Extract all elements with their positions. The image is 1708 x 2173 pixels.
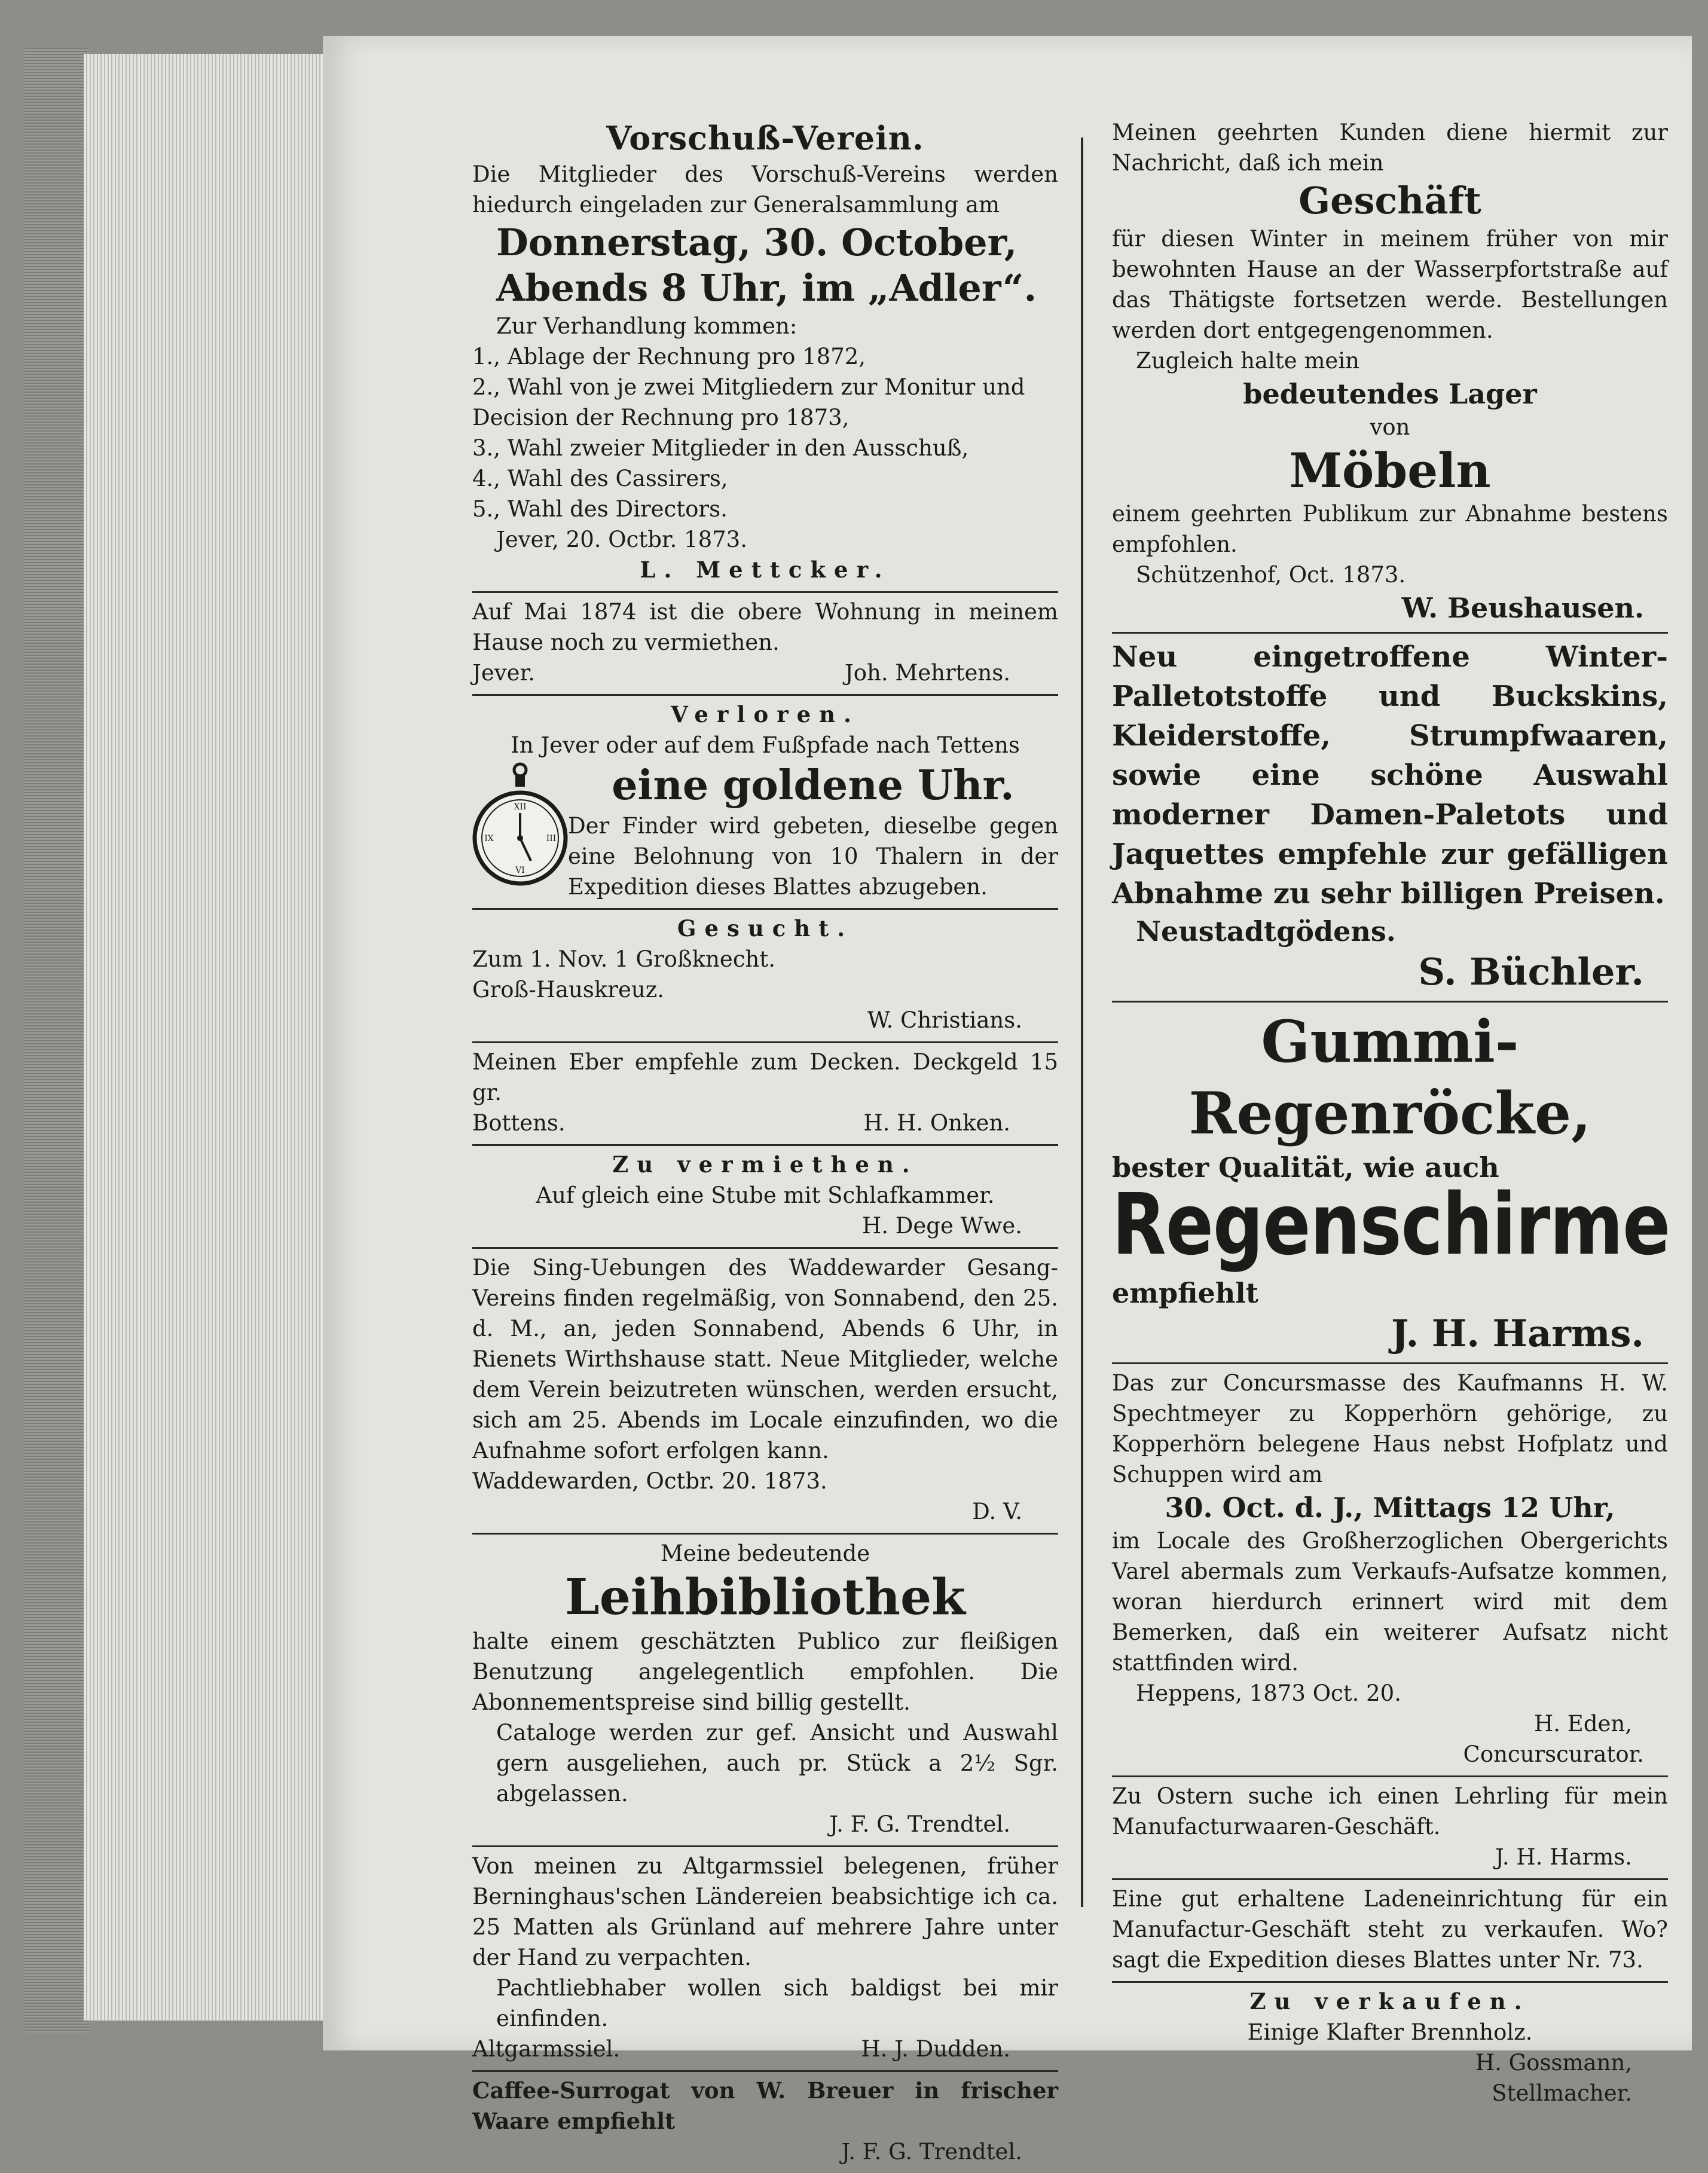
- signature: H. Gossmann,: [1475, 2050, 1632, 2076]
- ad-text: einem geehrten Publikum zur Abnahme bestens empfohlen.: [1112, 501, 1668, 557]
- signature: W. Christians.: [867, 1007, 1022, 1033]
- agenda-item: 4., Wahl des Cassirers,: [472, 466, 728, 491]
- headline: Möbeln: [1289, 442, 1491, 499]
- signature: J. H. Harms.: [1391, 1312, 1644, 1355]
- ad-title: Gesucht.: [677, 915, 854, 942]
- ad-brennholz: [1112, 1981, 1668, 2114]
- ad-buechler: [1112, 632, 1668, 1001]
- ad-text: Einige Klafter Brennholz.: [1247, 2019, 1533, 2045]
- ad-text: Meine bedeutende: [660, 1541, 870, 1566]
- ad-text: Eine gut erhaltene Ladeneinrichtung für ein Manufactur-Geschäft steht zu verkaufen. Wo? sagt die Expedition dieses Blattes unter Nr. 73.: [1112, 1886, 1668, 1973]
- svg-text:XII: XII: [514, 802, 527, 812]
- place-date: Jever, 20. Octbr. 1873.: [496, 527, 747, 552]
- place: Bottens.: [472, 1110, 566, 1136]
- ad-ladeneinrichtung: [1112, 1878, 1668, 1981]
- headline: eine goldene Uhr.: [612, 762, 1015, 809]
- agenda-item: 3., Wahl zweier Mitglieder in den Ausschuß,: [472, 435, 969, 461]
- signature: D. V.: [972, 1499, 1022, 1524]
- ad-text: Pachtliebhaber wollen sich baldigst bei mir einfinden.: [496, 1975, 1058, 2031]
- ad-text: halte einem geschätzten Publico zur fleißigen Benutzung angelegentlich empfohlen. Die Abonnementspreise sind billig gestellt.: [472, 1628, 1058, 1715]
- meeting-time: Abends 8 Uhr, im „Adler“.: [496, 266, 1037, 310]
- ad-geschaeft-moebeln: [1112, 114, 1668, 632]
- svg-text:III: III: [546, 834, 557, 843]
- place-date: Schützenhof, Oct. 1873.: [1136, 562, 1406, 588]
- agenda-heading: Zur Verhandlung kommen:: [496, 313, 798, 339]
- svg-text:VI: VI: [515, 866, 525, 875]
- left-column: [472, 114, 1058, 2173]
- ad-title: Zu verkaufen.: [1249, 1988, 1530, 2015]
- place: Altgarmssiel.: [472, 2036, 621, 2062]
- signature-row: [472, 1108, 1058, 1138]
- headline: Gummi-Regenröcke,: [1188, 1008, 1591, 1147]
- auction-date: 30. Oct. d. J., Mittags 12 Uhr,: [1165, 1492, 1615, 1524]
- watch-block: [472, 760, 1058, 902]
- ad-text: Das zur Concursmasse des Kaufmanns H. W. Spechtmeyer zu Kopperhörn gehörige, zu Kopperhörn belegene Haus nebst Hofplatz und Schuppen wird am: [1112, 1370, 1668, 1487]
- ad-text: Cataloge werden zur gef. Ansicht und Auswahl gern ausgeliehen, auch pr. Stück a 2½ Sgr. abgelassen.: [496, 1720, 1058, 1807]
- signature: H. Eden,: [1534, 1711, 1632, 1737]
- ad-text: Meinen Eber empfehle zum Decken. Deckgeld 15 gr.: [472, 1049, 1058, 1105]
- headline-wrap: [1112, 1175, 1670, 1275]
- signature: J. F. G. Trendtel.: [841, 2139, 1022, 2165]
- agenda-item: 5., Wahl des Directors.: [472, 496, 728, 522]
- ad-text: Groß-Hauskreuz.: [472, 977, 664, 1003]
- signature: L. Mettcker.: [640, 557, 891, 583]
- ad-text: Zugleich halte mein: [1136, 348, 1359, 374]
- ad-text: bester Qualität, wie auch: [1112, 1151, 1499, 1184]
- signature-row: [472, 2034, 1058, 2064]
- subheadline: bedeutendes Lager: [1243, 378, 1537, 410]
- ad-zu-vermiethen: [472, 1144, 1058, 1247]
- book-edge: [24, 48, 90, 2033]
- svg-text:IX: IX: [484, 834, 494, 843]
- ad-text: im Locale des Großherzoglichen Obergerichts Varel abermals zum Verkaufs-Aufsatze kommen, woran hierdurch erinnert wird mit dem Bemerken, daß ein weiterer Aufsatz nicht stattfinden wird.: [1112, 1528, 1668, 1676]
- ad-caffee-surrogat: [472, 2070, 1058, 2173]
- ad-laendereien: [472, 1845, 1058, 2070]
- signature: J. H. Harms.: [1495, 1844, 1632, 1870]
- ad-harms-regen: [1112, 1001, 1668, 1362]
- headline: Regenschirme: [1112, 1175, 1670, 1274]
- ad-lehrling: [1112, 1775, 1668, 1878]
- headline: Leihbibliothek: [565, 1569, 965, 1626]
- ad-leihbibliothek: [472, 1533, 1058, 1845]
- place-date: Waddewarden, Octbr. 20. 1873.: [472, 1468, 827, 1494]
- meeting-date: Donnerstag, 30. October,: [496, 221, 1018, 264]
- column-divider: [1081, 137, 1083, 1907]
- ad-wohnung: [472, 591, 1058, 694]
- ad-text: Die Sing-Uebungen des Waddewarder Gesang-Vereins finden regelmäßig, von Sonnabend, den 25. d. M., an, jeden Sonnabend, Abends 6 Uhr, in Rienets Wirthshause statt. Neue Mitglieder, welche dem Verein beizutreten wünschen, werden ersucht, sich am 25. Abends im Locale einzufinden, wo die Aufnahme sofort erfolgen kann.: [472, 1255, 1058, 1463]
- headline: Geschäft: [1298, 179, 1481, 222]
- ad-gesucht: [472, 908, 1058, 1041]
- place: Neustadtgödens.: [1136, 915, 1396, 948]
- ad-text: In Jever oder auf dem Fußpfade nach Tettens: [511, 732, 1020, 758]
- agenda-list: [472, 341, 1058, 524]
- signature: S. Büchler.: [1418, 950, 1644, 994]
- role: Stellmacher.: [1492, 2080, 1632, 2106]
- ad-gesang-verein: [472, 1247, 1058, 1533]
- ad-text: Der Finder wird gebeten, dieselbe gegen eine Belohnung von 10 Thalern in der Expedition dieses Blattes abzugeben.: [568, 813, 1058, 900]
- page-stack: [84, 54, 335, 2021]
- ad-text: empfiehlt: [1112, 1277, 1258, 1309]
- ad-text: Neu eingetroffene Winter-Palletotstoffe und Buckskins, Kleiderstoffe, Strumpfwaaren, sowie eine schöne Auswahl moderner Damen-Paletots und Jaquettes empfehle zur gefälligen Abnahme zu sehr billigen Preisen.: [1112, 640, 1668, 910]
- ad-text: Zum 1. Nov. 1 Großknecht.: [472, 946, 775, 972]
- ad-text: Meinen geehrten Kunden diene hiermit zur Nachricht, daß ich mein: [1112, 120, 1668, 176]
- place-date: Heppens, 1873 Oct. 20.: [1136, 1680, 1401, 1706]
- place: Jever.: [472, 660, 535, 686]
- role: Concurscurator.: [1463, 1741, 1644, 1767]
- ad-text: Caffee-Surrogat von W. Breuer in frischer Waare empfiehlt: [472, 2077, 1058, 2134]
- ad-text: Auf gleich eine Stube mit Schlafkammer.: [536, 1182, 995, 1208]
- right-column: [1112, 114, 1668, 2114]
- signature: H. J. Dudden.: [861, 2036, 1010, 2062]
- watch-text: [568, 760, 1058, 902]
- ad-eber: [472, 1041, 1058, 1144]
- signature: Joh. Mehrtens.: [844, 660, 1010, 686]
- ad-title: Verloren.: [671, 701, 860, 728]
- ad-text: Von meinen zu Altgarmssiel belegenen, früher Berninghaus'schen Ländereien beabsichtige ich ca. 25 Matten als Grünland auf mehrere Jahre unter der Hand zu verpachten.: [472, 1853, 1058, 1970]
- agenda-item: 2., Wahl von je zwei Mitgliedern zur Monitur und Decision der Rechnung pro 1873,: [472, 374, 1025, 430]
- signature: H. H. Onken.: [863, 1110, 1010, 1136]
- ad-vorschuss-verein: [472, 114, 1058, 591]
- ad-concursmasse: [1112, 1362, 1668, 1775]
- ad-text: Zu Ostern suche ich einen Lehrling für mein Manufacturwaaren-Geschäft.: [1112, 1783, 1668, 1839]
- ad-text: Die Mitglieder des Vorschuß-Vereins werden hiedurch eingeladen zur Generalsammlung am: [472, 161, 1058, 218]
- ad-verloren: [472, 694, 1058, 908]
- agenda-item: 1., Ablage der Rechnung pro 1872,: [472, 344, 866, 369]
- signature-row: [472, 658, 1058, 688]
- signature: H. Dege Wwe.: [861, 1213, 1022, 1239]
- ad-text: von: [1370, 414, 1410, 440]
- ad-title: Zu vermiethen.: [612, 1151, 918, 1178]
- ad-text: für diesen Winter in meinem früher von mir bewohnten Hause an der Wasserpfortstraße auf das Thätigste fortsetzen werde. Bestellungen werden dort entgegengenommen.: [1112, 226, 1668, 343]
- signature: J. F. G. Trendtel.: [829, 1811, 1010, 1837]
- ad-title: Vorschuß-Verein.: [606, 119, 924, 157]
- ad-text: Auf Mai 1874 ist die obere Wohnung in meinem Hause noch zu vermiethen.: [472, 599, 1058, 655]
- signature: W. Beushausen.: [1401, 592, 1644, 624]
- pocket-watch-icon: [472, 760, 568, 898]
